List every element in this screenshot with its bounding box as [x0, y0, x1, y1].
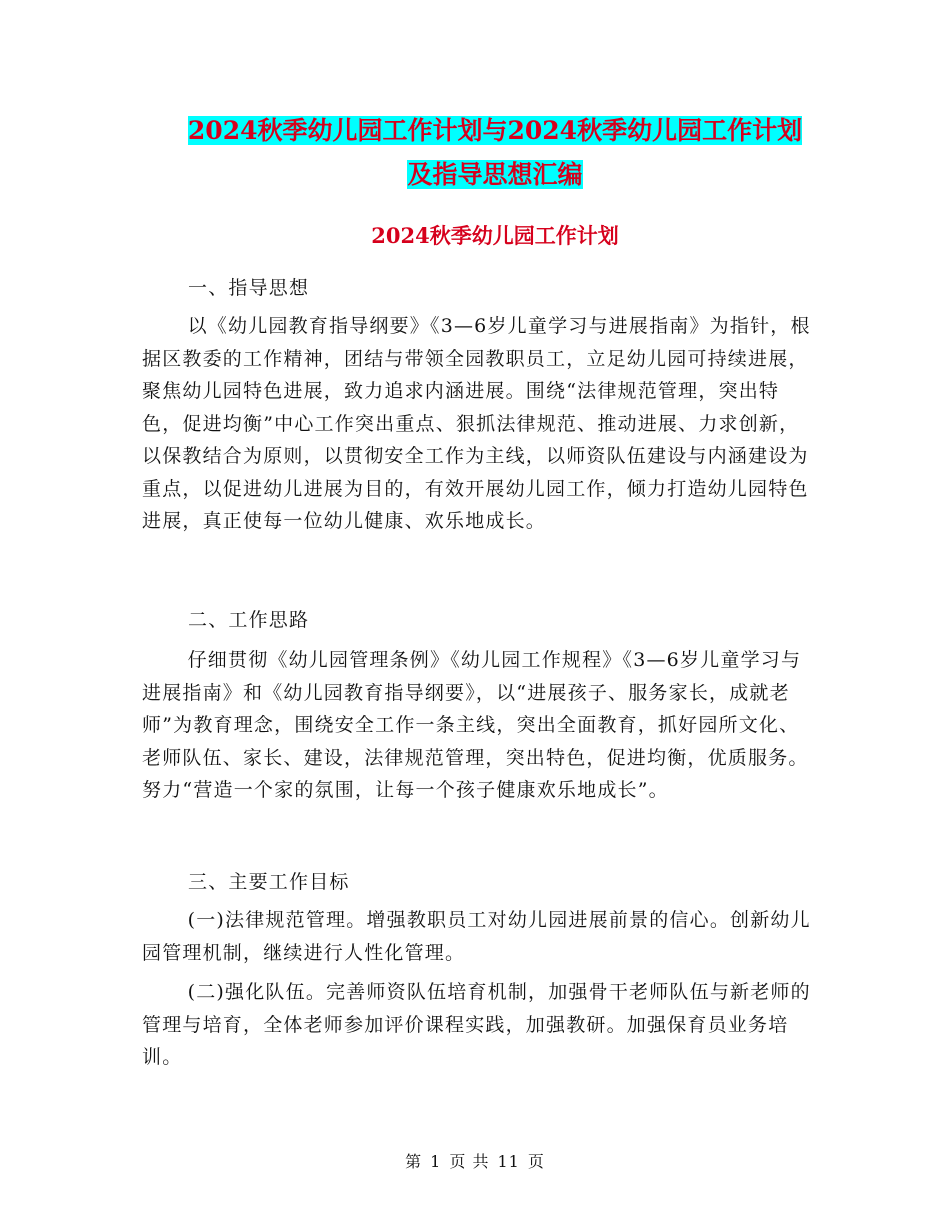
heading-main-goals: 三、主要工作目标 — [188, 871, 350, 893]
paragraph-goal-1: (一)法律规范管理。增强教职员工对幼儿园进展前景的信心。创新幼儿园管理机制，继续进行人性化管理。 — [142, 909, 811, 964]
section-title: 2024秋季幼儿园工作计划 — [371, 223, 619, 248]
footer-total-pages: 11 — [497, 1152, 520, 1171]
paragraph-work-approach: 仔细贯彻《幼儿园管理条例》《幼儿园工作规程》《3—6岁儿童学习与进展指南》和《幼儿园教育指导纲要》，以“进展孩子、服务家长，成就老师”为教育理念，围绕安全工作一条主线，突出全面教育，抓好园所文化、老师队伍、家长、建设，法律规范管理，突出特色，促进均衡，优质服务。努力“营造一个家的氛围，让每一个孩子健康欢乐地成长”。 — [142, 649, 809, 801]
heading-work-approach: 二、工作思路 — [188, 609, 310, 631]
footer-prefix: 第 — [405, 1152, 423, 1171]
page-footer — [0, 1150, 950, 1174]
footer-page-number: 1 — [430, 1152, 442, 1171]
footer-mid: 页 共 — [449, 1152, 490, 1171]
document-title-line-2 — [140, 152, 850, 197]
document-title-text-1: 2024秋季幼儿园工作计划与2024秋季幼儿园工作计划 — [187, 116, 803, 145]
footer-suffix: 页 — [527, 1152, 545, 1171]
paragraph-guiding-ideology: 以《幼儿园教育指导纲要》《3—6岁儿童学习与进展指南》为指针，根据区教委的工作精神，团结与带领全园教职员工，立足幼儿园可持续进展，聚焦幼儿园特色进展，致力追求内涵进展。围绕“法律规范管理，突出特色，促进均衡”中心工作突出重点、狠抓法律规范、推动进展、力求创新，以保教结合为原则，以贯彻安全工作为主线，以师资队伍建设与内涵建设为重点，以促进幼儿进展为目的，有效开展幼儿园工作，倾力打造幼儿园特色进展，真正使每一位幼儿健康、欢乐地成长。 — [142, 315, 811, 532]
heading-guiding-ideology: 一、指导思想 — [188, 277, 310, 299]
document-title-line-1 — [140, 108, 850, 153]
paragraph-goal-2: (二)强化队伍。完善师资队伍培育机制，加强骨干老师队伍与新老师的管理与培育，全体老师参加评价课程实践，加强教研。加强保育员业务培训。 — [142, 981, 811, 1068]
document-title-text-2: 及指导思想汇编 — [407, 160, 583, 189]
